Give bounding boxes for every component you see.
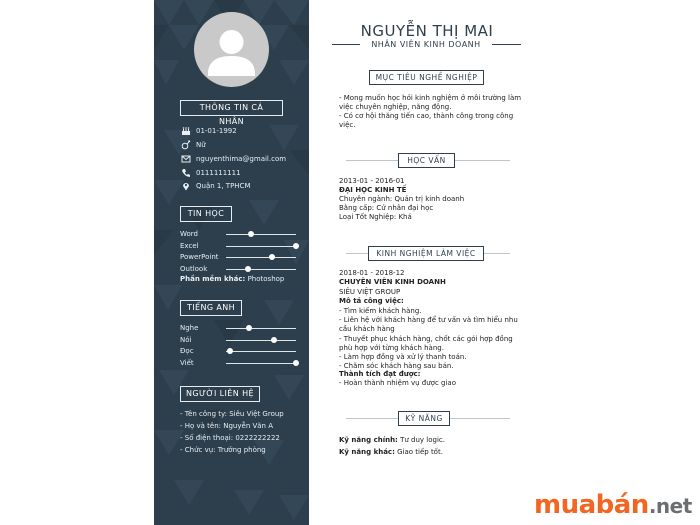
gender-icon	[180, 139, 192, 151]
english-skill-level-track	[226, 351, 296, 352]
it-skill-level-knob	[269, 254, 275, 260]
achievement-line: - Hoàn thành nhiệm vụ được giao	[339, 379, 456, 387]
reference-company: - Tên công ty: Siêu Việt Group	[180, 410, 284, 418]
education-detail: Loại Tốt Nghiệp: Khá	[339, 213, 412, 221]
objective-line: - Có cơ hội thăng tiến cao, thành công trong công	[339, 112, 514, 120]
skills-divider-left	[346, 418, 398, 419]
duty-line: phù hợp với từng khách hàng.	[339, 344, 444, 352]
objective-line: việc chuyên nghiệp, năng động.	[339, 103, 452, 111]
achievements-label: Thành tích đạt được:	[339, 370, 421, 378]
it-skill-level-knob	[293, 243, 299, 249]
reference-heading: NGƯỜI LIÊN HỆ	[180, 386, 260, 402]
address-row	[180, 180, 251, 192]
birthday-cake-icon	[180, 125, 192, 137]
other-skill: Kỹ năng khác: Giao tiếp tốt.	[339, 448, 443, 456]
english-skill-level-knob	[271, 337, 277, 343]
english-skill-row	[180, 323, 300, 333]
education-heading: HỌC VẤN	[398, 153, 455, 168]
personal-info-heading: THÔNG TIN CÁ NHÂN	[180, 100, 283, 116]
english-skill-row	[180, 335, 300, 345]
duty-line: - Tìm kiếm khách hàng.	[339, 307, 422, 315]
other-software-value: Photoshop	[247, 275, 285, 283]
reference-position: - Chức vụ: Trưởng phòng	[180, 446, 266, 454]
english-heading: TIẾNG ANH	[180, 300, 242, 316]
experience-period: 2018-01 - 2018-12	[339, 269, 405, 277]
objective-line: việc.	[339, 121, 356, 129]
email-icon	[180, 153, 192, 165]
birthdate-value: 01-01-1992	[196, 127, 237, 135]
it-skill-level-track	[226, 269, 296, 270]
it-skill-row	[180, 252, 300, 262]
title-divider-right	[492, 44, 521, 45]
phone-value: 0111111111	[196, 169, 241, 177]
it-skill-label: PowerPoint	[180, 253, 219, 261]
experience-divider-left	[346, 253, 368, 254]
skills-heading: KỸ NĂNG	[398, 411, 450, 426]
other-software	[180, 274, 284, 284]
english-skill-level-track	[226, 328, 296, 329]
address-value: Quận 1, TPHCM	[196, 182, 251, 190]
it-skill-label: Outlook	[180, 264, 208, 273]
phone-icon	[180, 167, 192, 179]
objective-heading: MỤC TIÊU NGHỀ NGHIỆP	[369, 70, 484, 85]
it-skill-row	[180, 264, 300, 274]
education-divider-left	[346, 160, 398, 161]
it-skill-row	[180, 229, 300, 239]
sidebar	[154, 0, 309, 525]
it-skill-level-knob	[245, 266, 251, 272]
reference-name: - Họ và tên: Nguyễn Văn A	[180, 422, 274, 430]
english-skill-row	[180, 346, 300, 356]
avatar	[194, 12, 269, 87]
phone-row	[180, 167, 241, 179]
duty-line: - Làm hợp đồng và xử lý thanh toán.	[339, 353, 467, 361]
duty-line: cầu khách hàng	[339, 325, 395, 333]
job-title: NHÂN VIÊN KINH DOANH	[371, 40, 481, 49]
experience-company: SIÊU VIỆT GROUP	[339, 288, 401, 296]
it-skill-label: Word	[180, 230, 198, 238]
education-period: 2013-01 - 2016-01	[339, 177, 405, 185]
email-row	[180, 153, 286, 165]
skills-divider-right	[450, 418, 510, 419]
duty-line: - Thuyết phục khách hàng, chốt các gói hợp đồng	[339, 335, 513, 343]
duty-line: - Liên hệ với khách hàng để tư vấn và tìm hiểu nhu	[339, 316, 518, 324]
english-skill-label: Đọc	[180, 347, 194, 355]
user-silhouette-icon	[194, 12, 269, 87]
it-skill-level-track	[226, 257, 296, 258]
english-skill-level-track	[226, 340, 296, 341]
it-skill-label: Excel	[180, 241, 199, 250]
experience-divider-right	[484, 253, 510, 254]
experience-heading: KINH NGHIỆM LÀM VIỆC	[368, 246, 484, 261]
gender-row	[180, 139, 206, 151]
english-skill-level-knob	[246, 325, 252, 331]
other-software-label: Phần mềm khác:	[180, 275, 246, 283]
experience-position: CHUYÊN VIÊN KINH DOANH	[339, 278, 446, 286]
candidate-name: NGUYỄN THỊ MAI	[360, 22, 494, 40]
english-skill-level-knob	[227, 348, 233, 354]
it-skill-level-knob	[248, 231, 254, 237]
location-pin-icon	[180, 180, 192, 192]
it-skills-heading: TIN HỌC	[180, 206, 232, 222]
it-skill-level-track	[226, 234, 296, 235]
english-skill-label: Nói	[180, 335, 192, 344]
objective-line: - Mong muốn học hỏi kinh nghiệm ở môi trường làm	[339, 94, 522, 102]
education-school: ĐẠI HỌC KINH TẾ	[339, 186, 407, 194]
gender-value: Nữ	[196, 141, 206, 149]
title-divider-left	[332, 44, 360, 45]
education-detail: Chuyên ngành: Quản trị kinh doanh	[339, 195, 465, 203]
english-skill-level-knob	[293, 360, 299, 366]
main-skill: Kỹ năng chính: Tư duy logic.	[339, 436, 445, 444]
reference-phone: - Số điện thoại: 0222222222	[180, 434, 280, 442]
english-skill-level-track	[226, 363, 296, 364]
duty-line: - Chăm sóc khách hàng sau bán.	[339, 362, 454, 370]
english-skill-label: Viết	[180, 358, 194, 367]
english-skill-row	[180, 358, 300, 368]
it-skill-level-track	[226, 246, 296, 247]
education-detail: Bằng cấp: Cử nhân đại học	[339, 204, 434, 212]
english-skill-label: Nghe	[180, 324, 199, 332]
education-divider-right	[455, 160, 510, 161]
email-value: nguyenthima@gmail.com	[196, 155, 287, 163]
muaban-logo: muabán.net	[534, 490, 692, 520]
birthdate-row	[180, 125, 237, 137]
it-skill-row	[180, 241, 300, 251]
duties-label: Mô tả công việc:	[339, 297, 404, 305]
